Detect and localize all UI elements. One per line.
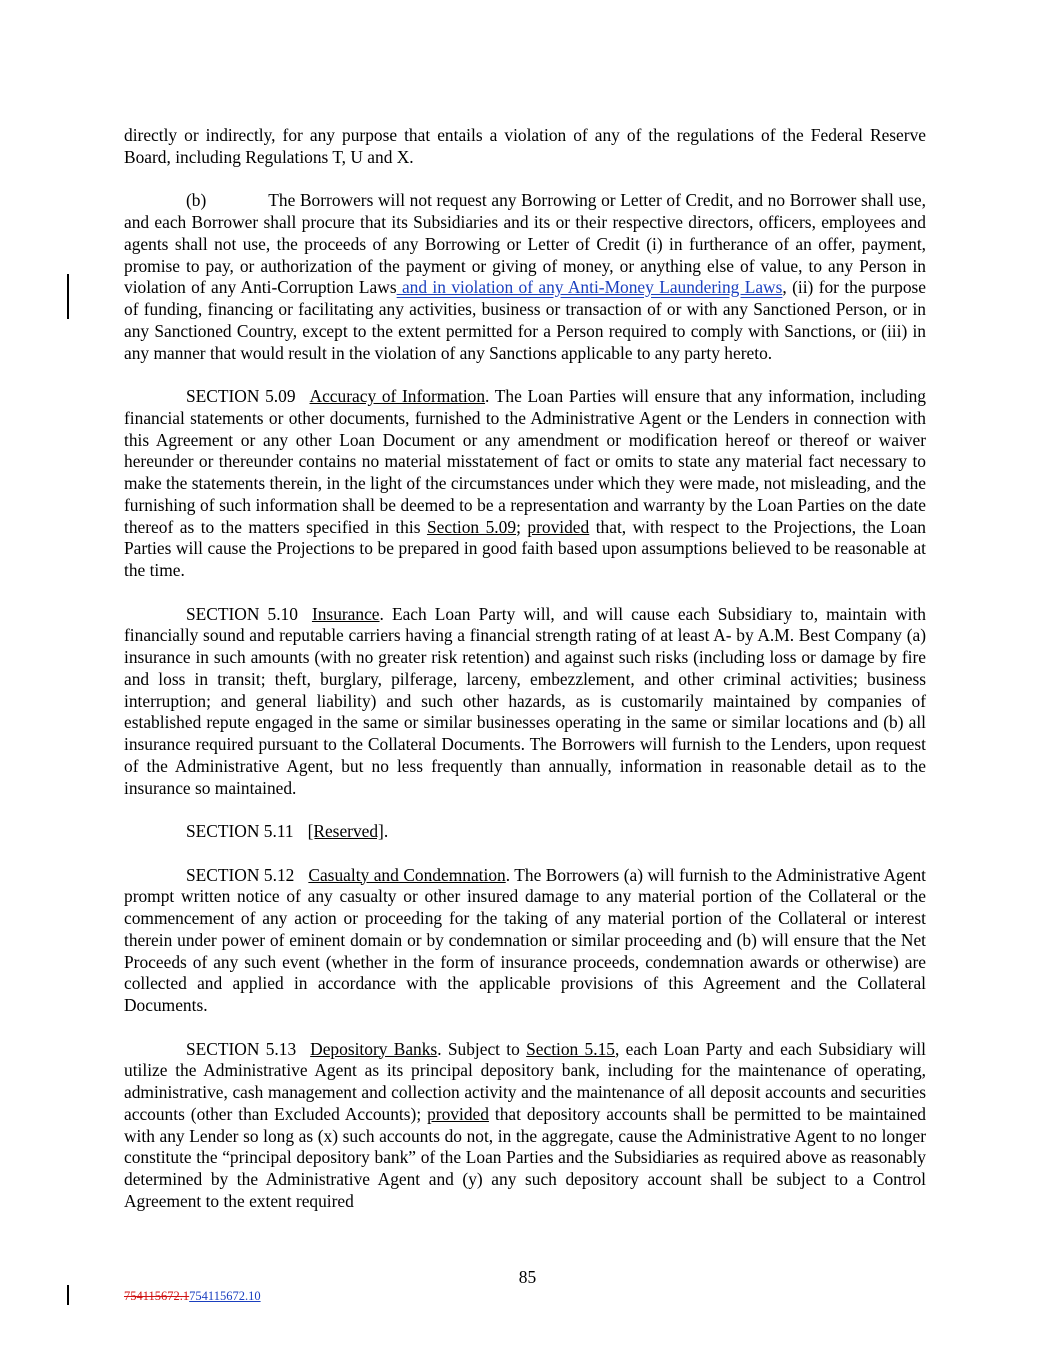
clause-text: The Borrowers will not request any Borrowing or Letter of Credit, and no Borrower shall use, and each Borrower shall procure that its Subsidiaries and its or their respective directors, officers, employees and agents shall not use, the proceeds of any Borrowing or Letter of Credit (i) in furtherance of an offer, payment, promise to pay, or authorization of the payment or giving of money, or anything else of value, to any Person in violation of any Anti-Corruption Laws xyxy=(124,190,926,298)
section-title: Depository Banks xyxy=(310,1038,438,1059)
section-5-12 xyxy=(124,865,926,1017)
section-5-11 xyxy=(124,821,926,843)
section-text: . Each Loan Party will, and will cause each Subsidiary to, maintain with financially sound and reputable carriers having a financial strength rating of at least A- by A.M. Best Company (a) insurance in such amounts (with no greater risk retention) and against such risks (including loss or damage by fire and loss in transit; theft, burglary, pilferage, larceny, embezzlement, and other criminal activities; business interruption; and general liability) and such other hazards, as is customarily maintained by companies of established repute engaged in the same or similar businesses operating in the same or similar locations and (b) all insurance required pursuant to the Collateral Documents. The Borrowers will furnish to the Lenders, upon request of the Administrative Agent, but no less frequently than annually, information in reasonable detail as to the insurance so maintained. xyxy=(124,603,926,798)
section-text-continued: , each Loan Party and each Subsidiary will utilize the Administrative Agent as its principal depository bank, including for the maintenance of operating, administrative, cash management and collection activity and the maintenance of all deposit accounts and securities accounts (other than Excluded Accounts); xyxy=(124,1038,927,1124)
document-id xyxy=(124,1288,261,1304)
section-5-13 xyxy=(124,1039,926,1213)
section-text-end: that depository accounts shall be permitted to be maintained with any Lender so long as (x) such accounts do not, in the aggregate, cause the Administrative Agent to no longer constitute the “principal depository bank” of the Loan Parties and the Subsidiaries as required above as reasonably determined by the Administrative Agent and (y) any such depository account shall be subject to a Control Agreement to the extent required xyxy=(124,1103,926,1211)
section-reference: Section 5.09 xyxy=(426,516,517,537)
paragraph-b xyxy=(124,190,926,364)
page-number: 85 xyxy=(518,1267,537,1287)
section-title: [Reserved] xyxy=(307,821,384,841)
section-reference: Section 5.15 xyxy=(526,1038,615,1059)
section-title: Casualty and Condemnation xyxy=(308,864,506,885)
document-body xyxy=(124,125,926,1234)
paragraph-text: directly or indirectly, for any purpose that entails a violation of any of the regulations of the Federal Reserve Board, including Regulations T, U and X. xyxy=(124,125,926,167)
provided-term: provided xyxy=(427,1103,489,1124)
clause-label: (b) xyxy=(186,190,207,211)
section-5-10 xyxy=(124,604,926,800)
section-5-09 xyxy=(124,386,926,582)
section-text: . Subject to xyxy=(437,1038,527,1059)
section-text-continued: that, with respect to the Projections, the Loan Parties will cause the Projections to be prepared in good faith based upon assumptions believed to be reasonable at the time. xyxy=(124,516,927,580)
section-number: SECTION 5.11 xyxy=(186,821,294,841)
change-bar xyxy=(67,274,69,319)
inserted-doc-id: 754115672.10 xyxy=(189,1289,261,1303)
change-bar xyxy=(67,1285,69,1305)
section-text: . The Borrowers (a) will furnish to the Administrative Agent prompt written notice of any casualty or other insured damage to any material portion of the Collateral or the commencement of any action or proceeding for the taking of any material portion of the Collateral or interest therein under power of eminent domain or by condemnation or similar proceeding and (b) will ensure that the Net Proceeds of any such event (whether in the form of insurance proceeds, condemnation awards or otherwise) are collected and applied in accordance with the applicable provisions of this Agreement and the Collateral Documents. xyxy=(124,864,926,1015)
inserted-text: and in violation of any Anti-Money Laundering Laws xyxy=(396,277,783,298)
separator: ; xyxy=(516,516,528,537)
provided-term: provided xyxy=(527,516,590,537)
section-text: . The Loan Parties will ensure that any information, including financial statements or other documents, furnished to the Administrative Agent or the Lenders in connection with this Agreement or any other Loan Document or any amendment or modification hereof or thereof or waiver hereunder or thereunder contains no material misstatement of fact or omits to state any material fact necessary to make the statements therein, in the light of the circumstances under which they were made, not misleading, and the furnishing of such information shall be deemed to be a representation and warranty by the Loan Parties on the date thereof as to the matters specified in this xyxy=(124,386,926,537)
section-end: . xyxy=(383,821,389,841)
section-number: SECTION 5.12 xyxy=(186,864,295,885)
section-number: SECTION 5.09 xyxy=(186,386,296,406)
section-number: SECTION 5.10 xyxy=(186,603,298,624)
section-title: Accuracy of Information xyxy=(309,386,486,406)
clause-text-continued: , (ii) for the purpose of funding, financing or facilitating any activities, business or transaction of or with any Sanctioned Person, or in any Sanctioned Country, except to the extent permitted for a Person required to comply with Sanctions, or (iii) in any manner that would result in the violation of any Sanctions applicable to any party hereto. xyxy=(124,277,927,363)
section-title: Insurance xyxy=(311,603,380,624)
section-number: SECTION 5.13 xyxy=(186,1038,297,1059)
paragraph-continued xyxy=(124,125,926,169)
deleted-doc-id: 754115672.1 xyxy=(124,1289,190,1303)
